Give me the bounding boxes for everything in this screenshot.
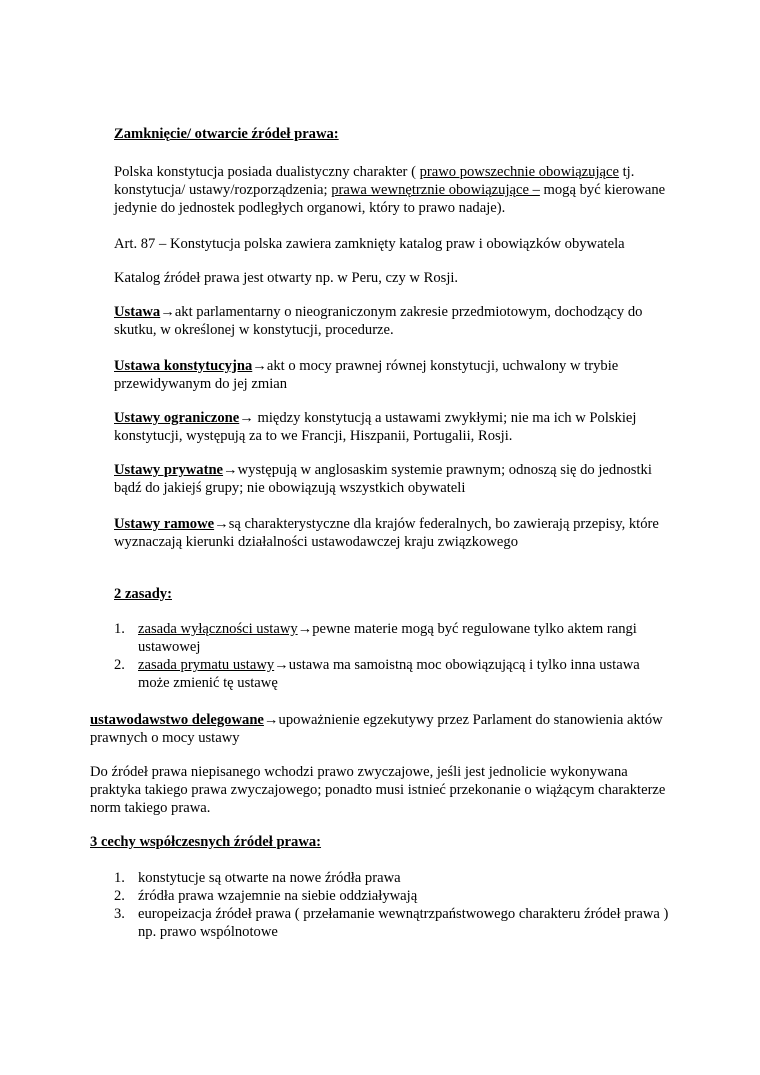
definition-term: Ustawa [114,304,161,320]
para1-underlined-1: prawo powszechnie obowiązujące [419,164,619,180]
arrow-right-icon: → [160,304,175,320]
heading-two-principles: 2 zasady: [114,586,172,602]
definition-term: Ustawy ograniczone [114,410,240,426]
principle-term: zasada wyłączności ustawy [138,621,298,637]
paragraph-dualistic-character [114,163,674,217]
paragraph-open-catalog: Katalog źródeł prawa jest otwarty np. w Peru, czy w Rosji. [114,270,459,286]
list-item-text: źródła prawa wzajemnie na siebie oddziaływają [138,888,418,904]
definition-text: występują w anglosaskim systemie prawnym; odnoszą się do jednostki bądź do jakiejś grupy; nie obowiązują wszystkich obywateli [114,462,652,496]
arrow-right-icon: → [214,516,229,532]
para1-text-1: Polska konstytucja posiada dualistyczny charakter ( [114,164,420,180]
arrow-right-icon: → [297,621,313,637]
definition-ustawodawstwo-delegowane [90,711,670,747]
paragraph-customary-law: Do źródeł prawa niepisanego wchodzi prawo zwyczajowe, jeśli jest jednolicie wykonywana praktyka takiego prawa zwyczajowego; ponadto musi istnieć przekonanie o wiążącym charakterze norm takiego prawa. [90,764,666,816]
paragraph-art-87: Art. 87 – Konstytucja polska zawiera zamknięty katalog praw i obowiązków obywatela [114,236,625,252]
principle-text: ustawa ma samoistną moc obowiązującą i tylko inna ustawa może zmienić tę ustawę [138,657,640,691]
principle-term: zasada prymatu ustawy [138,657,275,673]
definition-term: Ustawy prywatne [114,462,224,478]
definition-term: Ustawy ramowe [114,516,215,532]
list-item-text: europeizacja źródeł prawa ( przełamanie wewnątrzpaństwowego charakteru źródeł prawa ) np. prawo wspólnotowe [138,906,669,940]
list-item-text [138,620,674,656]
definition-ustawy-ramowe [114,515,689,551]
definition-ustawa [114,303,684,339]
arrow-right-icon: → [223,462,238,478]
arrow-right-icon: → [263,712,279,728]
definition-ustawy-prywatne [114,461,664,497]
definition-text: akt o mocy prawnej równej konstytucji, uchwalony w trybie przewidywanym do jej zmian [114,358,619,392]
principle-text: pewne materie mogą być regulowane tylko aktem rangi ustawowej [138,621,637,655]
list-number: 1. [114,870,125,886]
definition-ustawy-ograniczone [114,409,679,445]
definition-text: upoważnienie egzekutywy przez Parlament do stanowienia aktów prawnych o mocy ustawy [90,712,663,746]
list-item-text: konstytucje są otwarte na nowe źródła prawa [138,870,401,886]
definition-term: Ustawa konstytucyjna [114,358,253,374]
definition-text: są charakterystyczne dla krajów federalnych, bo zawierają przepisy, które wyznaczają kierunki działalności ustawodawczej kraju związkowego [114,516,659,550]
definition-text: między konstytucją a ustawami zwykłymi; nie ma ich w Polskiej konstytucji, występują za to we Francji, Hiszpanii, Portugalii, Rosji. [114,410,637,444]
list-number: 3. [114,906,125,922]
list-number: 2. [114,657,125,673]
definition-text: akt parlamentarny o nieograniczonym zakresie przedmiotowym, dochodzący do skutku, w określonej w konstytucji, procedurze. [114,304,643,338]
definition-ustawa-konstytucyjna [114,357,674,393]
arrow-right-icon: → [239,410,254,426]
para1-text-2: tj. konstytucja/ ustawy/rozporządzenia; [114,164,635,198]
arrow-right-icon: → [274,657,289,673]
definition-term: ustawodawstwo delegowane [90,712,264,728]
list-number: 1. [114,621,125,637]
para1-underlined-2: prawa wewnętrznie obowiązujące – [331,182,540,198]
heading-three-features: 3 cechy współczesnych źródeł prawa: [90,834,322,850]
arrow-right-icon: → [252,358,267,374]
list-item-text [138,656,674,692]
para1-text-3: mogą być kierowane jedynie do jednostek podległych organowi, który to prawo nadaje). [114,182,666,216]
heading-sources-closure: Zamknięcie/ otwarcie źródeł prawa: [114,126,339,142]
list-number: 2. [114,888,125,904]
